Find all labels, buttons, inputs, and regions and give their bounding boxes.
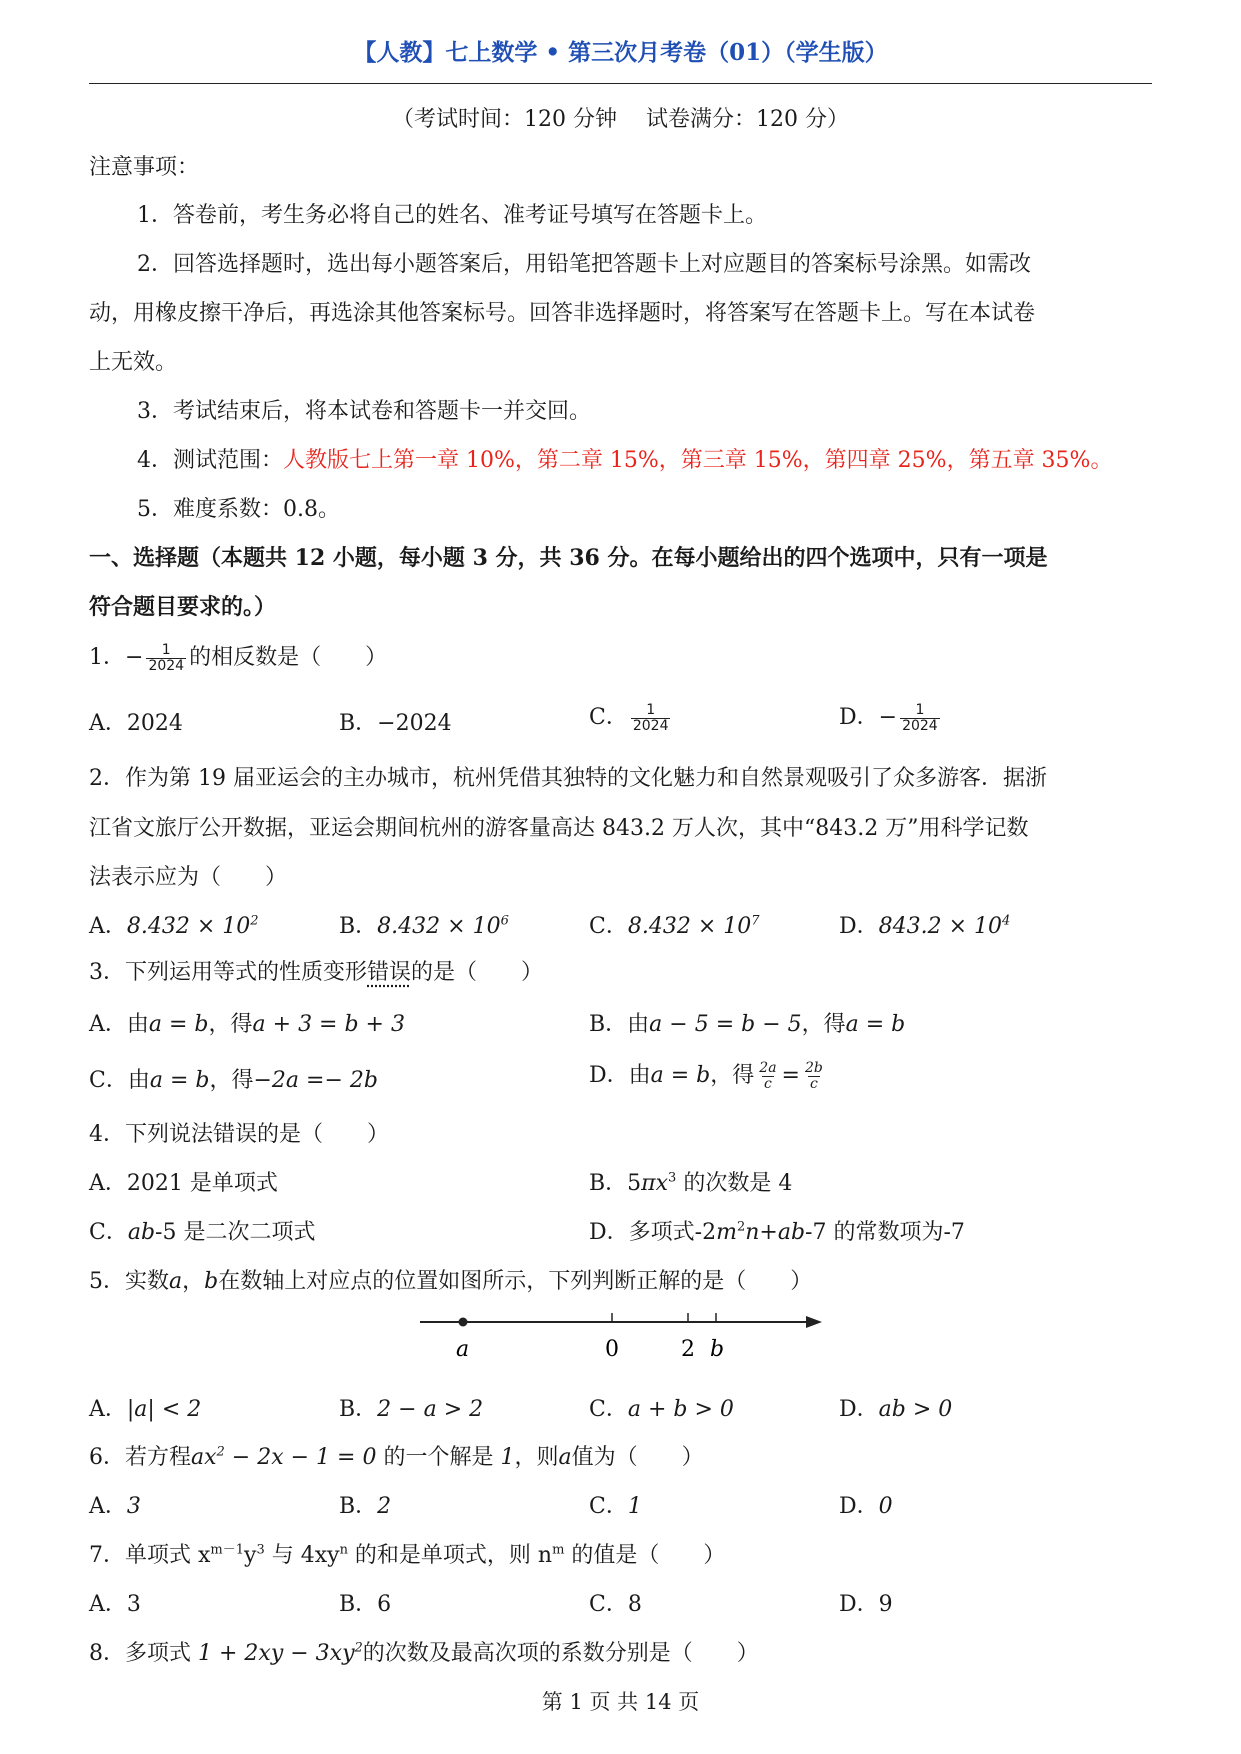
math-expression: − 2x − 1 = 0 [224, 1445, 377, 1470]
fraction-denominator: 2024 [148, 657, 185, 674]
exponent: n [339, 1542, 348, 1558]
math-expression: a − 5 = b − 5 [649, 1012, 802, 1037]
fraction-numerator: 2a [759, 1059, 777, 1076]
arrow-head-icon [806, 1316, 822, 1328]
option-label: A． [89, 1494, 127, 1519]
option-text: ，得 [710, 1063, 755, 1088]
label-a: a [456, 1337, 470, 1362]
option-label: B．由 [589, 1012, 650, 1037]
option-label: D．由 [589, 1063, 651, 1088]
q2-option-a[interactable] [89, 909, 259, 940]
q6-option-c[interactable] [589, 1489, 642, 1520]
exponent: 3 [256, 1542, 265, 1558]
q5-option-a[interactable] [89, 1392, 201, 1423]
separator: ， [182, 1269, 205, 1294]
option-label: D． [839, 1397, 879, 1422]
question-2-line-1: 2．作为第 19 届亚运会的主办城市，杭州凭借其独特的文化魅力和自然景观吸引了众多游客．据浙 [89, 766, 1047, 791]
q1-option-a[interactable]: A．2024 [89, 711, 183, 736]
option-label: A． [89, 1397, 127, 1422]
math-expression: 843.2 × 10 [878, 914, 1003, 939]
notice-item-4 [137, 443, 1112, 474]
question-1-stem [89, 640, 387, 674]
option-label: A．由 [89, 1012, 149, 1037]
label-b: b [710, 1337, 725, 1362]
option-text: -5 是二次二项式 [155, 1220, 316, 1245]
question-text: 的和是单项式，则 n [347, 1543, 553, 1568]
section-heading-line-2: 符合题目要求的。） [89, 594, 277, 620]
question-text: 8．多项式 [89, 1641, 198, 1666]
q2-option-c[interactable] [589, 909, 760, 940]
math-variable: a [169, 1269, 183, 1294]
question-text: 3．下列运用等式的性质变形 [89, 960, 367, 985]
equals-sign: = [781, 1063, 800, 1088]
q7-option-c[interactable]: C．8 [589, 1592, 642, 1617]
question-text: y [244, 1543, 257, 1568]
question-text-end: 值为（ ） [571, 1445, 704, 1470]
question-text-end: 的次数及最高次项的系数分别是（ ） [362, 1641, 759, 1666]
option-label: B． [339, 1397, 378, 1422]
q7-option-d[interactable]: D．9 [839, 1592, 893, 1617]
q4-option-d[interactable] [589, 1215, 965, 1246]
math-expression: a + b > 0 [627, 1397, 734, 1422]
exponent: 2 [736, 1219, 746, 1235]
math-expression: a = b [149, 1068, 210, 1093]
label-zero: 0 [605, 1337, 619, 1362]
math-value: 1 [500, 1445, 515, 1470]
emphasized-word: 错误 [367, 960, 412, 985]
fraction [803, 1061, 825, 1092]
page-number: 第 1 页 共 14 页 [541, 1690, 700, 1714]
q6-option-b[interactable] [339, 1489, 391, 1520]
math-expression: a + 3 = b + 3 [252, 1012, 405, 1037]
fraction-denominator: 2024 [632, 717, 669, 734]
exponent: m－1 [210, 1542, 245, 1558]
exam-info: （考试时间：120 分钟 试卷满分：120 分） [392, 107, 849, 132]
q7-option-b[interactable]: B．6 [339, 1592, 392, 1617]
q1-option-c[interactable] [589, 700, 673, 734]
fraction [757, 1061, 778, 1092]
option-label: C． [589, 705, 628, 730]
option-label: B．5 [589, 1171, 642, 1196]
option-text: ，得 [209, 1068, 254, 1093]
exponent: m [552, 1542, 565, 1558]
q3-option-b[interactable] [589, 1007, 905, 1038]
q5-option-d[interactable] [839, 1392, 952, 1423]
option-text: -7 的常数项为-7 [805, 1220, 965, 1245]
math-value: 0 [878, 1494, 893, 1519]
q3-option-c[interactable] [89, 1063, 378, 1094]
math-expression: |a| < 2 [126, 1397, 202, 1422]
option-text: 的次数是 4 [676, 1171, 793, 1196]
notice-item-2-line-1: 2．回答选择题时，选出每小题答案后，用铅笔把答题卡上对应题目的答案标号涂黑。如需改 [137, 252, 1032, 277]
question-2-line-3: 法表示应为（ ） [89, 865, 288, 890]
fraction-numerator: 1 [915, 701, 925, 718]
exponent: 2 [216, 1444, 225, 1460]
fraction-denominator: 2024 [902, 717, 938, 734]
math-variable: a [558, 1445, 572, 1470]
q2-option-d[interactable] [839, 909, 1010, 940]
math-expression: 1 + 2xy − 3xy [198, 1641, 355, 1666]
option-label: C．由 [89, 1068, 150, 1093]
fraction-numerator: 2b [804, 1059, 823, 1076]
q2-option-b[interactable] [339, 909, 509, 940]
document-title: 【人教】七上数学 • 第三次月考卷（01）（学生版） [353, 39, 888, 66]
question-text: 的一个解是 [376, 1445, 501, 1470]
question-2-line-2: 江省文旅厅公开数据，亚运会期间杭州的游客量高达 843.2 万人次，其中“843.2 万”用科学记数 [89, 816, 1029, 841]
question-text: 7．单项式 x [89, 1543, 211, 1568]
fraction-denominator: c [763, 1075, 772, 1092]
option-text: ，得 [801, 1012, 846, 1037]
question-8-stem [89, 1636, 759, 1667]
test-scope: 人教版七上第一章 10%，第二章 15%，第三章 15%，第四章 25%，第五章 35%。 [283, 448, 1113, 473]
notice-item-5: 5．难度系数：0.8。 [137, 497, 340, 522]
option-label: C． [589, 1397, 628, 1422]
math-expression: 8.432 × 10 [377, 914, 501, 939]
exponent: 2 [354, 1640, 363, 1656]
notice-heading: 注意事项： [89, 155, 200, 180]
q4-option-b[interactable] [589, 1166, 792, 1197]
fraction-numerator: 1 [161, 641, 171, 658]
section-heading-line-1: 一、选择题（本题共 12 小题，每小题 3 分，共 36 分。在每小题给出的四个选项中，只有一项是 [89, 545, 1048, 571]
math-expression: ab [777, 1220, 806, 1245]
question-4-stem: 4．下列说法错误的是（ ） [89, 1122, 389, 1147]
q6-option-a[interactable] [89, 1489, 141, 1520]
math-expression: −2a =− 2b [253, 1068, 378, 1093]
q5-option-b[interactable] [339, 1392, 483, 1423]
plus-sign: + [759, 1220, 778, 1245]
question-6-stem [89, 1440, 704, 1471]
math-value: 2 [377, 1494, 392, 1519]
minus-sign: − [125, 645, 144, 670]
question-text: ，则 [514, 1445, 559, 1470]
question-text-end: 在数轴上对应点的位置如图所示，下列判断正解的是（ ） [218, 1269, 813, 1294]
option-label: B． [339, 1494, 378, 1519]
math-value: 3 [126, 1494, 141, 1519]
fraction [631, 703, 671, 734]
option-label: C． [589, 1494, 628, 1519]
q1-option-d[interactable] [839, 700, 943, 734]
math-expression: ab > 0 [878, 1397, 953, 1422]
math-expression: a = b [148, 1012, 209, 1037]
question-text: 与 4xy [264, 1543, 340, 1568]
exponent: 7 [751, 913, 760, 929]
question-text: 6．若方程 [89, 1445, 191, 1470]
math-expression: 8.432 × 10 [126, 914, 251, 939]
number-line-figure [410, 1302, 830, 1364]
exponent: 2 [250, 913, 259, 929]
q5-option-c[interactable] [589, 1392, 734, 1423]
question-text-end: 的是（ ） [411, 960, 544, 985]
notice-item-1: 1．答卷前，考生务必将自己的姓名、准考证号填写在答题卡上。 [137, 203, 767, 228]
exponent: 3 [668, 1170, 677, 1186]
notice-item-4-label: 4．测试范围： [137, 448, 283, 473]
math-expression: ab [127, 1220, 156, 1245]
math-expression: 8.432 × 10 [627, 914, 752, 939]
option-text: ，得 [208, 1012, 253, 1037]
exponent: 6 [500, 913, 509, 929]
notice-item-2-line-3: 上无效。 [89, 350, 178, 375]
q6-option-d[interactable] [839, 1489, 893, 1520]
question-5-stem [89, 1264, 812, 1295]
math-expression: 2 − a > 2 [377, 1397, 484, 1422]
q7-option-a[interactable]: A．3 [89, 1592, 141, 1617]
math-expression: m [716, 1220, 737, 1245]
fraction-numerator: 1 [646, 701, 656, 718]
fraction [146, 643, 186, 674]
q3-option-d[interactable] [589, 1058, 828, 1092]
option-label: D．多项式-2 [589, 1220, 717, 1245]
fraction [900, 703, 940, 734]
header-divider [89, 83, 1152, 84]
option-label: D． [839, 914, 879, 939]
question-3-stem [89, 955, 543, 986]
point-a-dot [459, 1318, 468, 1327]
label-two: 2 [681, 1337, 695, 1362]
notice-item-3: 3．考试结束后，将本试卷和答题卡一并交回。 [137, 399, 591, 424]
option-label: C． [589, 914, 628, 939]
option-label: C． [89, 1220, 128, 1245]
math-expression: πx [641, 1171, 669, 1196]
q4-option-c[interactable] [89, 1215, 315, 1246]
option-label: D． [839, 1494, 879, 1519]
fraction-denominator: c [810, 1075, 818, 1092]
question-text: 的相反数是（ ） [189, 645, 388, 670]
notice-item-2-line-2: 动，用橡皮擦干净后，再选涂其他答案标号。回答非选择题时，将答案写在答题卡上。写在本试卷 [89, 301, 1036, 326]
math-expression: a = b [650, 1063, 711, 1088]
option-label: A． [89, 914, 127, 939]
question-7-stem [89, 1538, 725, 1569]
math-expression: a = b [845, 1012, 906, 1037]
option-label: B． [339, 914, 378, 939]
math-expression: n [745, 1220, 760, 1245]
question-text-end: 的值是（ ） [564, 1543, 726, 1568]
q4-option-a[interactable]: A．2021 是单项式 [89, 1171, 278, 1196]
q3-option-a[interactable] [89, 1007, 405, 1038]
math-expression: ax [191, 1445, 217, 1470]
option-label: D．− [839, 705, 898, 730]
exponent: 4 [1002, 913, 1011, 929]
question-text: 5．实数 [89, 1269, 169, 1294]
math-value: 1 [627, 1494, 642, 1519]
question-number: 1． [89, 645, 125, 670]
q1-option-b[interactable]: B．−2024 [339, 711, 452, 736]
math-variable: b [204, 1269, 219, 1294]
